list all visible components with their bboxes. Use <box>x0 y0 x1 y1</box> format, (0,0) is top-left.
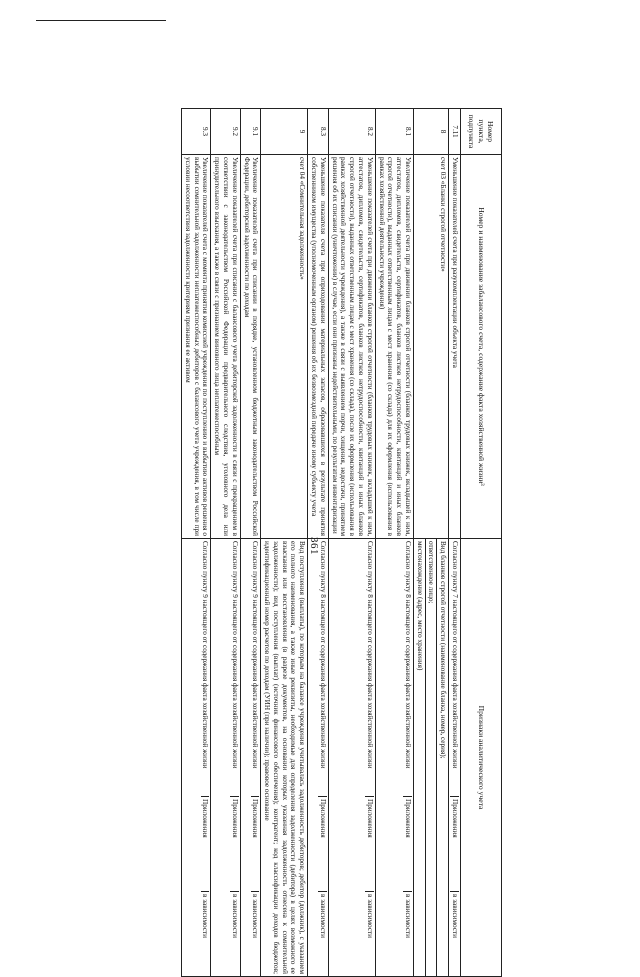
appendix-label: Приложения <box>251 796 260 891</box>
row-signs <box>211 539 240 977</box>
table-row <box>182 109 211 977</box>
row-desc: Уменьшение показателей счета при разукомплектации объекта учета <box>449 155 461 539</box>
table-row <box>240 109 261 977</box>
appendix-label: Приложения <box>201 796 210 891</box>
sign-text: Согласно пункту 8 настоящего от содержания факта хозяйственной жизни <box>318 541 327 769</box>
table-header-row <box>461 109 502 977</box>
row-signs <box>449 539 461 977</box>
row-num: 8.1 <box>375 109 413 155</box>
page-number: 361 <box>308 537 320 555</box>
header-signs: Признаки аналитического учета <box>461 539 502 977</box>
row-num: 8 <box>413 109 448 155</box>
top-rule <box>36 20 166 21</box>
row-num: 9.3 <box>182 109 211 155</box>
row-desc: Увеличение показателей счета при списании с балансового учета дебиторской задолженности в связи с прекращением в соответствии с законодательством Российской Федерации предварительного следствия, уголовного дела или принудительного взыскания, а также в связи с признанием виновного лица неплатежеспособным <box>211 155 240 539</box>
table-row <box>261 109 308 977</box>
row-desc: Увеличение показателей счета при списании в порядке, установленном бюджетным законодательством Российской Федерации, дебиторской задолженности по доходам <box>240 155 261 539</box>
row-num: 9.2 <box>211 109 240 155</box>
row-signs <box>182 539 211 977</box>
dependency-label: в зависимости <box>318 891 327 974</box>
row-desc: Уменьшение показателей счета при движении бланков строгой отчетности (бланков трудовых книжек, вкладышей к ним, аттестатов, дипломов, свидетельств, сертификатов, бланков листков нетрудоспособности, квитанций и иных бланков строгой отчетности), выданных ответственным лицам с мест хранения (со склада), после их оформления (использования в рамках хозяйственной деятельности учреждения), а также в связи с выявлением порчи, хищения, недостачи, принятием решения об их списании (уничтожении) в случае, если они признаны недействительными, по результатам инвентаризации <box>328 155 375 539</box>
appendix-label: Приложения <box>450 796 459 891</box>
accounting-table <box>181 108 502 977</box>
row-desc: Увеличение показателей счета при движении бланков строгой отчетности (бланков трудовых книжек, вкладышей к ним, аттестатов, дипломов, свидетельств, сертификатов, бланков листков нетрудоспособности, квитанций и иных бланков строгой отчетности), выданных ответственным лицам с мест хранения (со склада) для их оформления (использования в рамках хозяйственной деятельности учреждения) <box>375 155 413 539</box>
row-signs <box>308 539 329 977</box>
row-desc: счет 04 «Сомнительная задолженность» <box>261 155 308 539</box>
table-row <box>449 109 461 977</box>
row-signs <box>240 539 261 977</box>
header-num: Номер пункта, подпункта <box>461 109 502 155</box>
sign-text: Согласно пункту 8 настоящего от содержания факта хозяйственной жизни <box>403 541 412 769</box>
sign-line: местонахождение (адрес, место хранения) <box>414 539 426 976</box>
sign-text: Согласно пункту 9 настоящего от содержания факта хозяйственной жизни <box>201 541 210 769</box>
row-num: 8.3 <box>308 109 329 155</box>
row-num: 7.11 <box>449 109 461 155</box>
row-signs <box>413 539 448 977</box>
dependency-label: в зависимости <box>201 891 210 974</box>
sign-line: Вид бланков строгой отчетности (наименование бланка, номер, серия); <box>439 541 448 759</box>
sign-text: Согласно пункту 9 настоящего от содержания факта хозяйственной жизни <box>230 541 239 769</box>
dependency-label: в зависимости <box>403 891 412 974</box>
dependency-label: в зависимости <box>450 891 459 974</box>
dependency-label: в зависимости <box>365 891 374 974</box>
appendix-label: Приложения <box>230 796 239 891</box>
sign-text: Согласно пункту 8 настоящего от содержания факта хозяйственной жизни <box>365 541 374 769</box>
table-row <box>375 109 413 977</box>
appendix-label: Приложения <box>365 796 374 891</box>
row-signs: Вид поступления (выплаты), по которым на балансе учреждения учитывалась задолженность дебиторов; дебитор (должник), с указанием его полного наименования, а также иные реквизиты, необходимые для определения задолженности (дебитора) в целях возможного ее взыскания или восстановления (в разрезе документов, на основании которых указанная задолженность отнесена к сомнительной задолженности); вид поступления (выплат) (источник финансового обеспечения); контрагент; код классификации доходов бюджетов; идентификационный номер расчетов по доходам (УИН (при наличии); правовое основание <box>261 539 308 977</box>
table-row <box>308 109 329 977</box>
row-num: 9 <box>261 109 308 155</box>
sign-text: Согласно пункту 7 настоящего от содержания факта хозяйственной жизни <box>451 541 459 769</box>
dependency-label: в зависимости <box>251 891 260 974</box>
row-desc: Уменьшение показателя счета при оприходовании материальных запасов, образовавшихся в результате принятия собственником имущества (уполномоченным органом) решения об их безвозмездной передаче иному субъекту учета <box>308 155 329 539</box>
row-num: 8.2 <box>328 109 375 155</box>
table-row <box>413 109 448 977</box>
header-name: Номер и наименование забалансового счета, содержание факта хозяйственной жизни³ <box>461 155 502 539</box>
row-signs <box>328 539 375 977</box>
row-desc: счет 03 «Бланки строгой отчетности» <box>413 155 448 539</box>
table-row <box>328 109 375 977</box>
appendix-label: Приложения <box>403 796 412 891</box>
appendix-label: Приложения <box>318 796 327 891</box>
rotated-table-page <box>22 108 502 976</box>
table-row <box>211 109 240 977</box>
row-desc: Увеличение показателей счета с момента принятия комиссией учреждения по поступлению и выбытию активов решения о выбытии сомнительной задолженности неплатежеспособных дебиторов с балансового учета учреждения, в том числе при условии несоответствия задолженности критериям признания ее активом <box>182 155 211 539</box>
row-signs <box>375 539 413 977</box>
sign-line: ответственное лицо; <box>426 539 438 976</box>
row-num: 9.1 <box>240 109 261 155</box>
dependency-label: в зависимости <box>230 891 239 974</box>
sign-text: Согласно пункту 9 настоящего от содержания факта хозяйственной жизни <box>251 541 260 769</box>
